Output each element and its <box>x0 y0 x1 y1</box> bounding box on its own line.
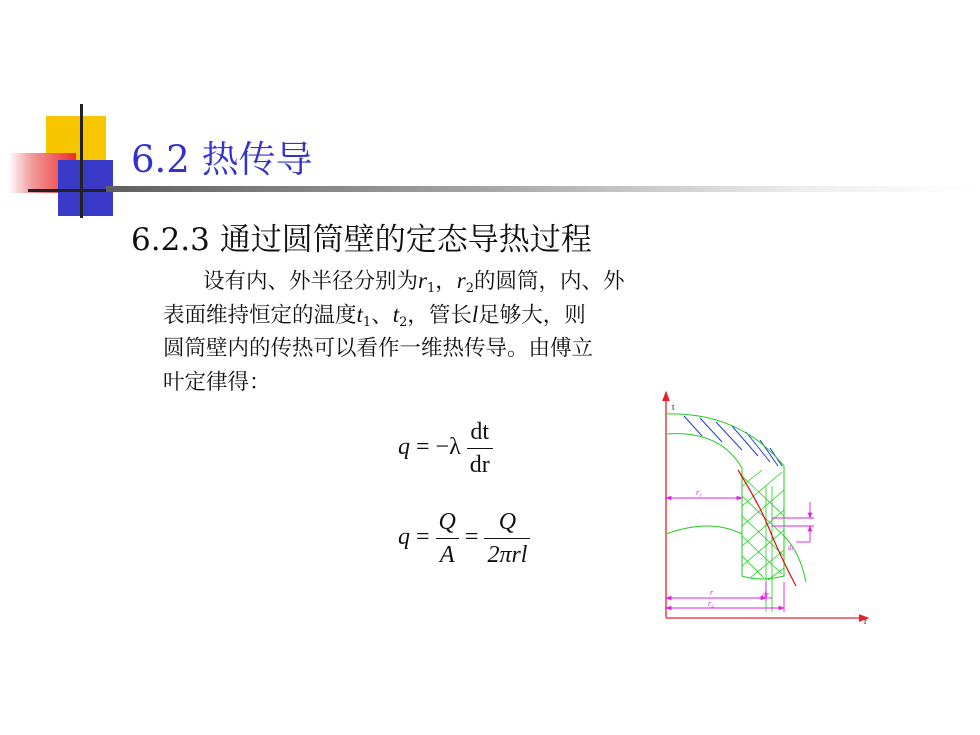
dr-label: dr <box>762 590 770 599</box>
fourier-law-equation <box>398 418 493 479</box>
eq-operator: = <box>416 524 430 551</box>
r-axis-label: r <box>864 616 867 626</box>
title-underline <box>106 186 976 192</box>
symbol-t: t <box>356 302 363 327</box>
symbol-l: l <box>471 302 479 327</box>
text-segment: 的圆筒，内、外 <box>474 269 625 294</box>
eq-numerator: Q <box>436 508 459 539</box>
paragraph-line-4: 叶定律得： <box>163 370 271 395</box>
text-segment: ， <box>435 269 457 294</box>
title-deco-vertical-line <box>80 104 83 218</box>
eq-numerator: Q <box>484 508 530 539</box>
text-segment: 足够大，则 <box>478 303 586 328</box>
subscript: 2 <box>465 281 474 296</box>
eq-lhs: q <box>398 524 410 551</box>
eq-numerator: dt <box>467 418 493 449</box>
text-segment: ，管长 <box>407 303 472 328</box>
text-segment: 表面维持恒定的温度 <box>163 303 357 328</box>
right-curve <box>784 536 806 582</box>
symbol-r: r <box>418 268 427 293</box>
dt-label: dₜ <box>788 544 794 552</box>
title-deco-blue-square <box>58 160 113 216</box>
r-label: r <box>710 588 714 597</box>
inner-surface-curve <box>666 434 742 468</box>
eq-operator: = <box>464 524 479 551</box>
wall-top-hatch <box>684 416 782 466</box>
symbol-t: t <box>392 302 400 327</box>
temperature-profile-curve <box>738 470 796 586</box>
paragraph-line-1 <box>163 264 729 298</box>
eq-fraction <box>436 508 459 569</box>
section-subtitle: 6.2.3 通过圆筒壁的定态导热过程 <box>131 222 592 258</box>
eq-fraction <box>467 418 493 479</box>
eq-fraction <box>484 508 530 569</box>
eq-denominator: 2πrl <box>487 542 528 568</box>
symbol-r: r <box>456 268 466 293</box>
r1-label: r₁ <box>696 488 702 497</box>
subscript: 1 <box>426 281 436 296</box>
eq-operator: = −λ <box>416 434 461 461</box>
subscript: 1 <box>362 315 372 330</box>
paragraph-line-2 <box>163 298 729 332</box>
eq-lhs: q <box>398 434 410 461</box>
eq-denominator: dr <box>469 452 490 478</box>
slide-title: 6.2 热传导 <box>131 138 313 181</box>
body-paragraph <box>163 264 729 400</box>
cylinder-wall-diagram <box>650 386 890 631</box>
r2-label: r₂ <box>708 599 714 608</box>
subscript: 2 <box>399 315 408 330</box>
paragraph-line-3: 圆筒壁内的传热可以看作一维热传导。由傅立 <box>163 336 594 361</box>
text-segment: 、 <box>371 303 393 328</box>
eq-denominator: A <box>439 542 455 568</box>
outer-surface-curve <box>666 414 784 466</box>
t-axis-label: t <box>672 402 675 412</box>
text-segment: 设有内、外半径分别为 <box>203 269 419 294</box>
lower-curve <box>666 526 742 534</box>
heat-flux-equation <box>398 508 530 569</box>
